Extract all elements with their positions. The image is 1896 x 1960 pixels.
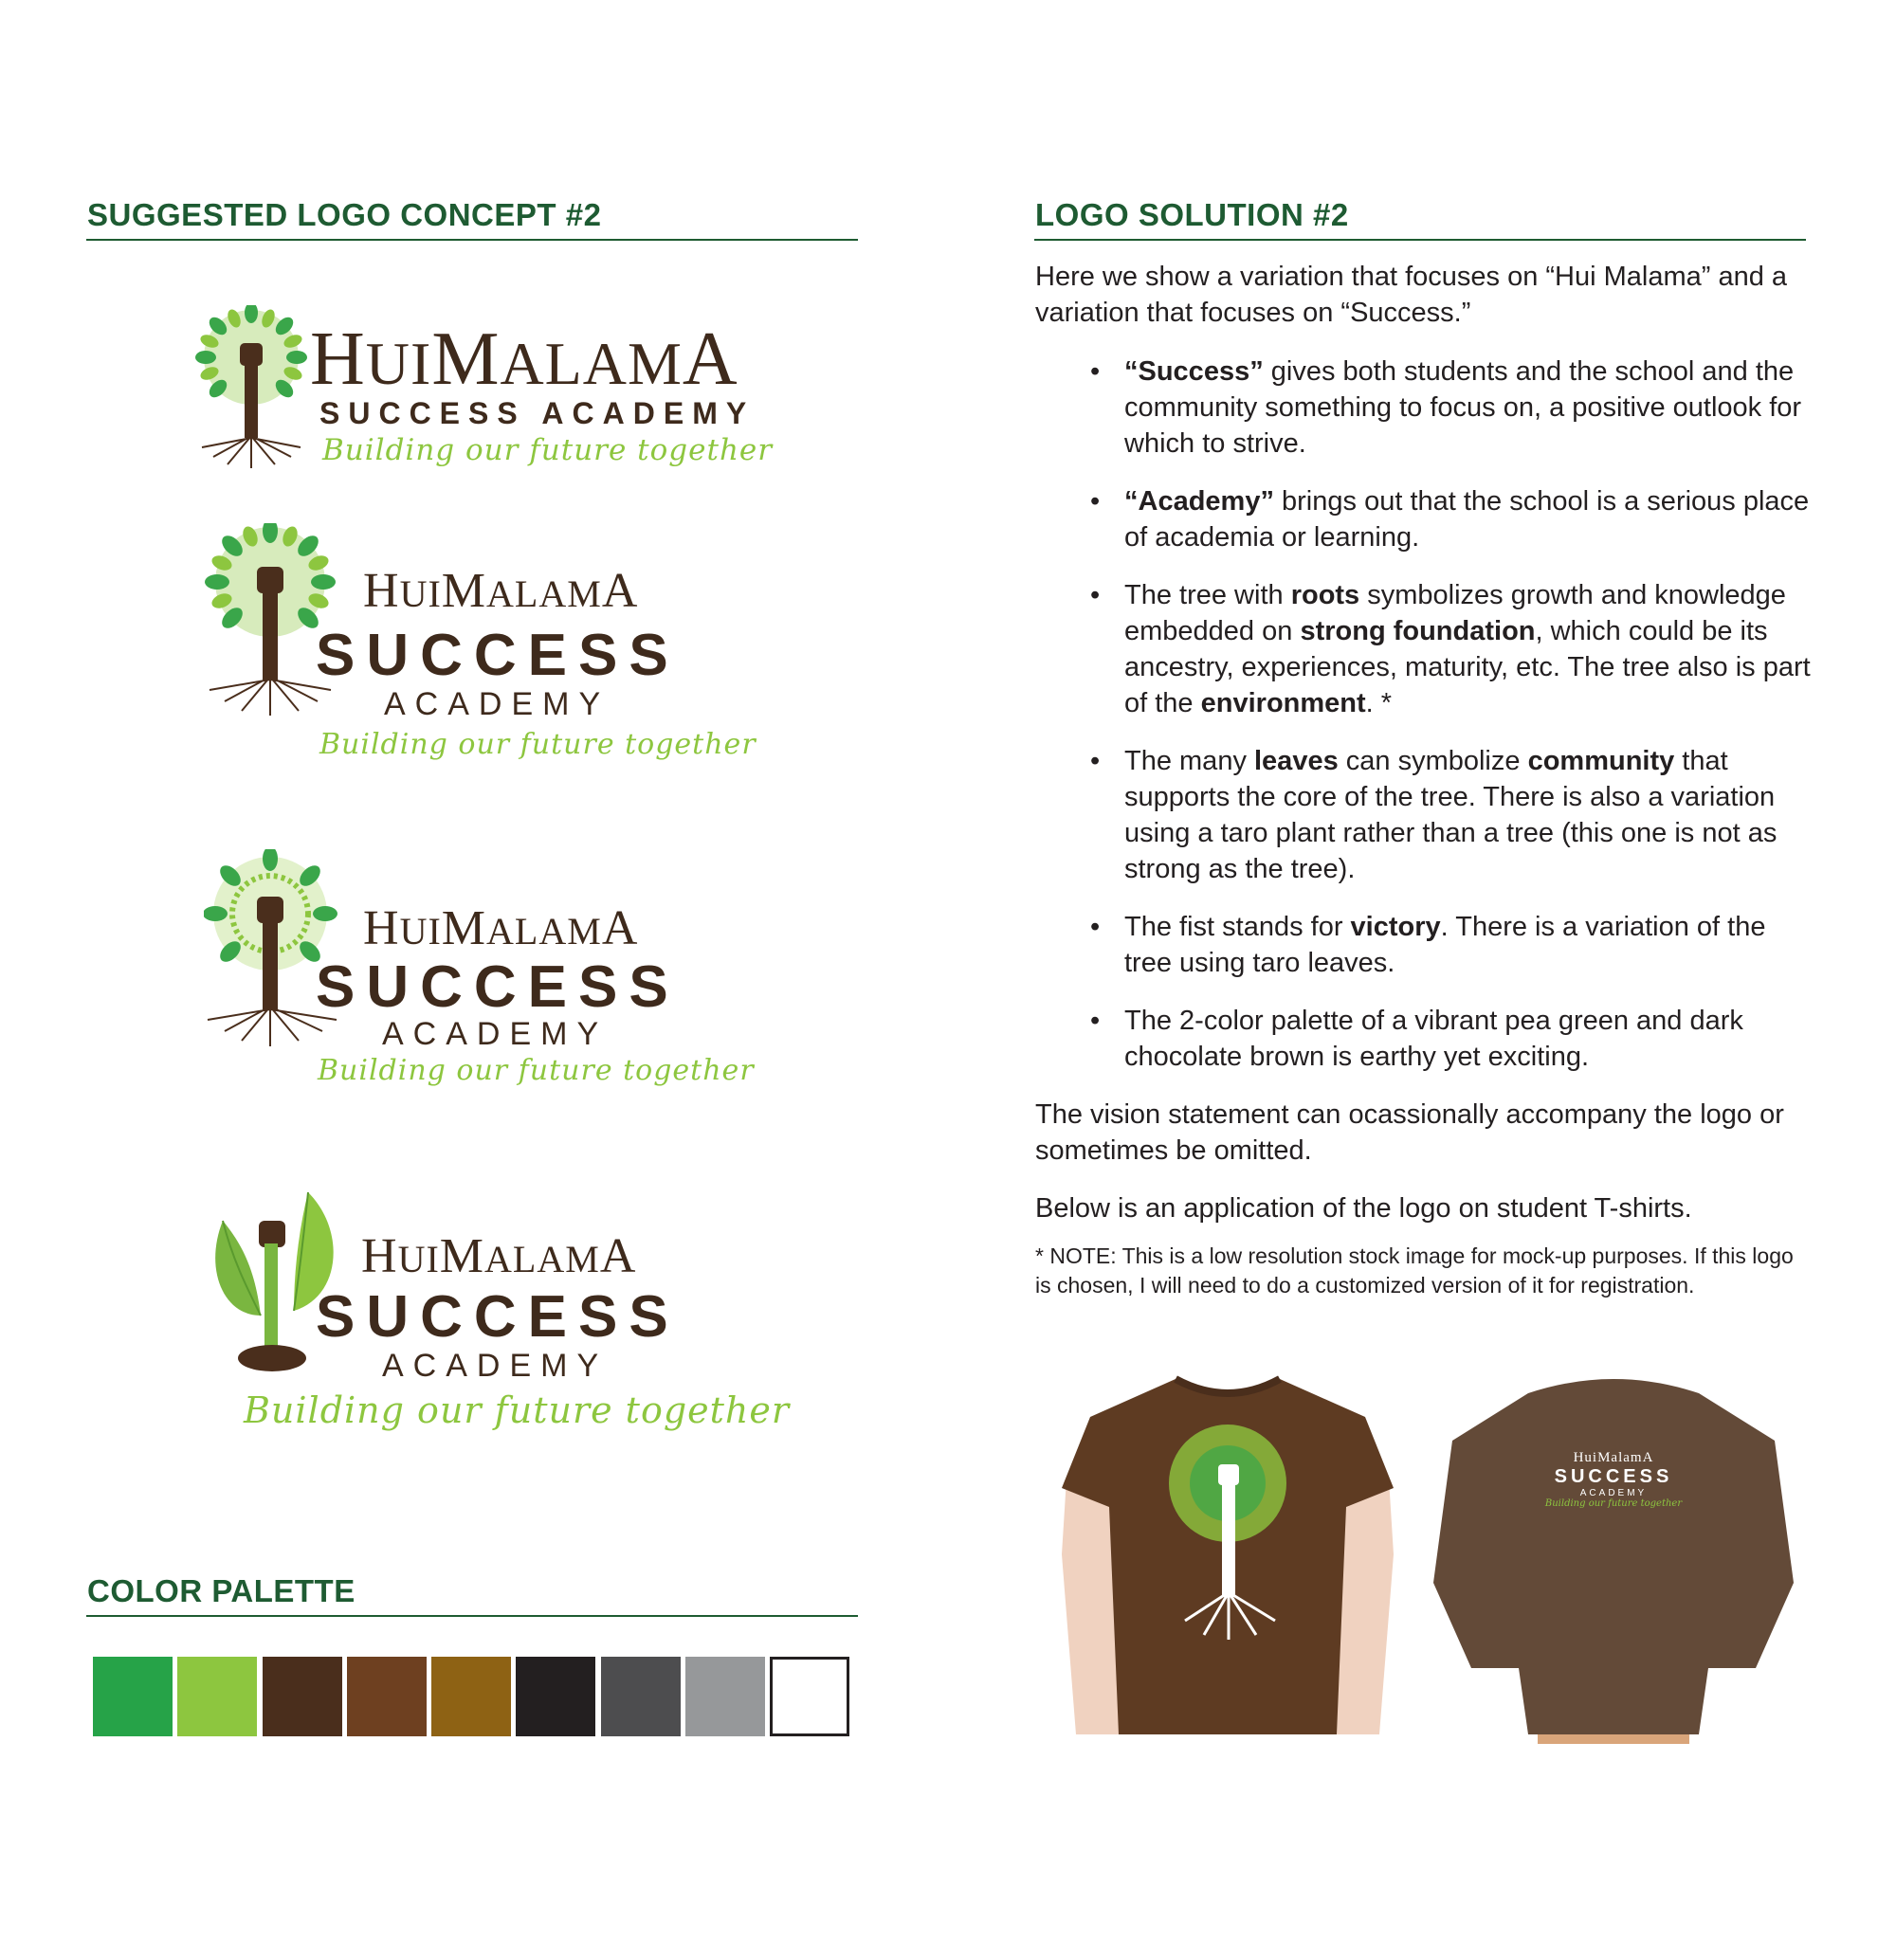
logo-4-success: SUCCESS	[316, 1284, 680, 1350]
title-letter: A	[599, 1229, 637, 1283]
logo-variation-3	[204, 849, 755, 1100]
logo-4-title	[361, 1228, 636, 1284]
title-letters: ALAM	[484, 1238, 600, 1280]
bullet-item	[1090, 577, 1811, 721]
swatch-gray	[685, 1657, 765, 1736]
shirt-back-illustration	[1424, 1355, 1803, 1744]
below-paragraph: Below is an application of the logo on student T-shirts.	[1035, 1193, 1692, 1224]
bullet-dot: •	[1090, 580, 1101, 610]
bullet-emphasis: community	[1527, 746, 1675, 776]
palette-heading-rule	[86, 1615, 858, 1617]
bullet-list	[1090, 354, 1811, 1075]
swatch-brown	[347, 1657, 427, 1736]
swatch-dark-gray	[601, 1657, 681, 1736]
title-letters: UI	[399, 910, 442, 953]
bullet-emphasis: victory	[1350, 912, 1441, 942]
bullet-text: The fist stands for	[1124, 912, 1351, 942]
bullet-emphasis: “Academy”	[1124, 486, 1274, 517]
shirt-front-photo	[1052, 1365, 1403, 1744]
title-letter: M	[441, 901, 487, 955]
bullet-text: The tree with	[1124, 580, 1291, 610]
title-letters: ALAM	[486, 572, 602, 615]
swatch-white	[770, 1657, 849, 1736]
swatch-green	[93, 1657, 173, 1736]
note-paragraph: * NOTE: This is a low resolution stock image for mock-up purposes. If this logo is chosen, I will need to do a customized version of it for registration.	[1035, 1243, 1794, 1298]
logo-1-subtitle: SUCCESS ACADEMY	[319, 396, 756, 430]
bullet-text: symbolizes growth and knowledge embedded on	[1124, 580, 1786, 646]
title-letter: A	[682, 318, 738, 401]
logo-3-title	[363, 900, 638, 956]
vision-paragraph: The vision statement can ocassionally accompany the logo or sometimes be omitted.	[1035, 1099, 1784, 1166]
logo-variation-4	[204, 1183, 791, 1439]
palette-heading: COLOR PALETTE	[87, 1573, 356, 1608]
bullet-item	[1090, 354, 1811, 462]
title-letter: A	[601, 564, 639, 618]
title-letters: UI	[397, 1238, 440, 1280]
title-letter: A	[601, 901, 639, 955]
swatch-black	[516, 1657, 595, 1736]
bullet-dot: •	[1090, 912, 1101, 942]
bullet-text: The many	[1124, 746, 1254, 776]
bullet-text: gives both students and the school and the community something to focus on, a positive outlook for which to strive.	[1124, 356, 1802, 459]
title-letter: M	[439, 1229, 485, 1283]
logo-4-tagline: Building our future together	[244, 1389, 791, 1431]
logo-4-academy: ACADEMY	[382, 1348, 609, 1384]
bullet-dot: •	[1090, 746, 1101, 776]
logo-1-title	[310, 317, 738, 403]
back-logo-academy: ACADEMY	[1579, 1488, 1648, 1498]
tree-fist-icon	[194, 305, 308, 471]
title-letter: H	[363, 901, 400, 955]
logo-3-success: SUCCESS	[316, 954, 680, 1020]
back-logo	[1519, 1450, 1708, 1509]
bullet-item	[1090, 743, 1811, 887]
swatch-dark-brown	[263, 1657, 342, 1736]
bullet-text: can symbolize	[1338, 746, 1528, 776]
logo-2-title	[363, 563, 638, 619]
bullet-text: brings out that the school is a serious place of academia or learning.	[1124, 486, 1810, 553]
bullet-emphasis: strong foundation	[1300, 616, 1536, 646]
bullet-text: , which could be its ancestry, experiences, maturity, etc. The tree also is part of the	[1124, 616, 1811, 718]
back-logo-title: HuiMalamA	[1573, 1450, 1654, 1465]
right-heading: LOGO SOLUTION #2	[1035, 197, 1349, 232]
back-logo-tagline: Building our future together	[1544, 1498, 1683, 1509]
shirt-front-illustration	[1052, 1365, 1403, 1744]
bullet-text: . There is a variation of the tree using taro leaves.	[1124, 912, 1766, 978]
left-heading-rule	[86, 239, 858, 241]
swatch-ochre	[431, 1657, 511, 1736]
title-letters: ALAM	[500, 330, 683, 397]
bullet-item	[1090, 483, 1811, 555]
logo-3-academy: ACADEMY	[382, 1016, 609, 1052]
bullet-text: that supports the core of the tree. There is also a variation using a taro plant rather than a tree (this one is not as strong as the tree).	[1124, 746, 1778, 884]
logo-2-tagline: Building our future together	[319, 728, 757, 761]
bullet-dot: •	[1090, 486, 1101, 517]
title-letter: H	[310, 318, 366, 401]
bullet-emphasis: leaves	[1254, 746, 1339, 776]
bullet-emphasis: roots	[1290, 580, 1360, 610]
logo-variation-1	[194, 305, 774, 476]
title-letters: UI	[399, 572, 442, 615]
title-letters: UI	[365, 330, 432, 397]
logo-3-tagline: Building our future together	[318, 1054, 755, 1087]
right-body	[1035, 259, 1813, 1300]
bullet-item	[1090, 909, 1811, 981]
shirt-back-photo	[1424, 1355, 1803, 1744]
title-letters: ALAM	[486, 910, 602, 953]
logo-2-success: SUCCESS	[316, 623, 680, 688]
bullet-text: The 2-color palette of a vibrant pea green and dark chocolate brown is earthy yet exciting.	[1124, 1006, 1743, 1072]
back-logo-success: SUCCESS	[1554, 1466, 1673, 1487]
bullet-text: . *	[1365, 688, 1393, 718]
title-letter: M	[441, 564, 487, 618]
bullet-item	[1090, 1003, 1811, 1075]
logo-2-academy: ACADEMY	[384, 686, 611, 722]
bullet-emphasis: “Success”	[1124, 356, 1264, 387]
bullet-emphasis: environment	[1200, 688, 1366, 718]
logo-variation-2	[204, 523, 757, 770]
left-heading: SUGGESTED LOGO CONCEPT #2	[87, 197, 602, 232]
logo-1-tagline: Building our future together	[322, 433, 774, 467]
intro-paragraph: Here we show a variation that focuses on “Hui Malama” and a variation that focuses on “Success.”	[1035, 262, 1788, 328]
title-letter: M	[431, 318, 501, 401]
bullet-dot: •	[1090, 356, 1101, 387]
title-letter: H	[363, 564, 400, 618]
title-letter: H	[361, 1229, 398, 1283]
right-heading-rule	[1034, 239, 1806, 241]
swatch-pea-green	[177, 1657, 257, 1736]
bullet-dot: •	[1090, 1006, 1101, 1036]
